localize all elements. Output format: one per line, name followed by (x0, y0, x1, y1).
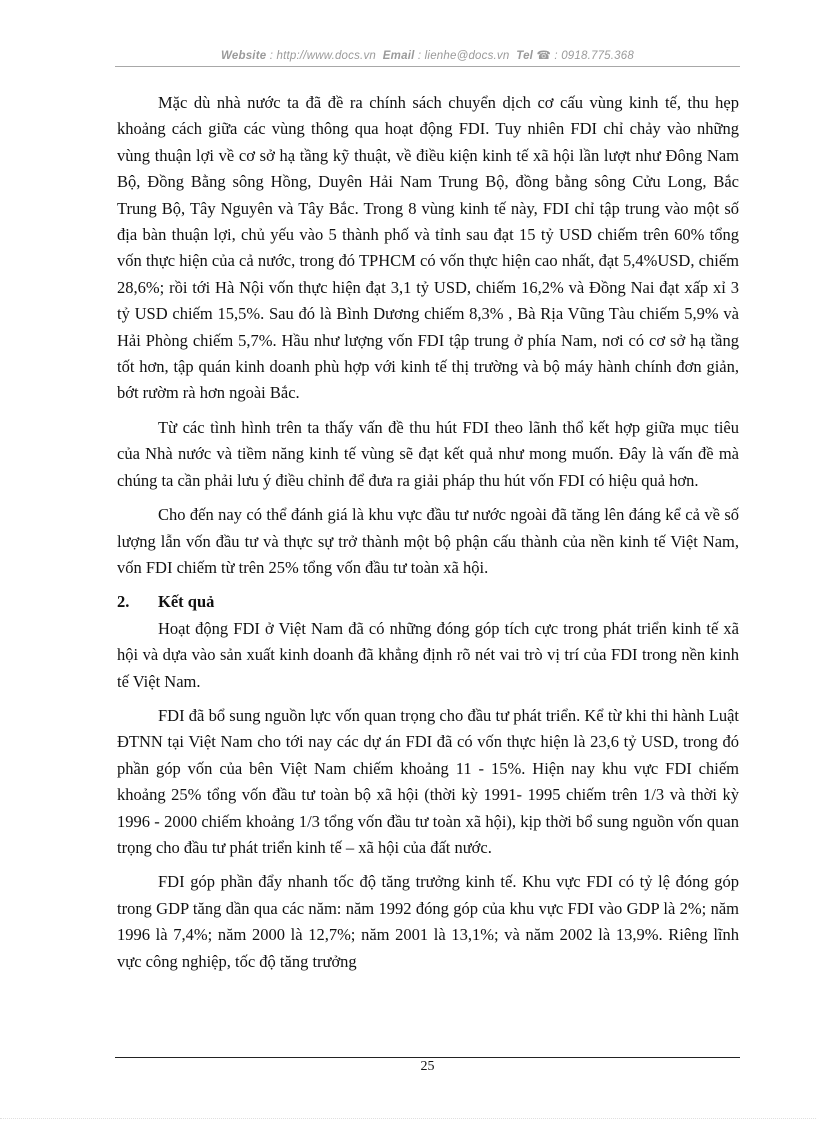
page-header (115, 48, 740, 66)
paragraph: Hoạt động FDI ở Việt Nam đã có những đóng góp tích cực trong phát triển kinh tế xã hội và dựa vào sản xuất kinh doanh đã khẳng định rõ nét vai trò vị trí của FDI trong nền kinh tế Việt Nam. (117, 618, 739, 691)
section-title: Kết quả (158, 592, 215, 612)
tel-value: : 0918.775.368 (554, 50, 634, 62)
paragraph: FDI góp phần đẩy nhanh tốc độ tăng trưởng kinh tế. Khu vực FDI có tỷ lệ đóng góp trong GDP tăng dần qua các năm: năm 1992 đóng góp của khu vực FDI vào GDP là 2%; năm 1996 là 7,4%; năm 2000 là 12,7%; năm 2001 là 13,1%; và năm 2002 là 13,9%. Riêng lĩnh vực công nghiệp, tốc độ tăng trưởng (117, 872, 739, 971)
paragraph: Từ các tình hình trên ta thấy vấn đề thu hút FDI theo lãnh thổ kết hợp giữa mục tiêu của Nhà nước và tiềm năng kinh tế vùng sẽ đạt kết quả như mong muốn. Đây là vấn đề mà chúng ta cần phải lưu ý điều chỉnh để đưa ra giải pháp thu hút vốn FDI có hiệu quả hơn. (117, 417, 739, 490)
footer-divider (115, 1057, 740, 1058)
document-body (117, 90, 739, 983)
page-edge-dots (0, 1118, 816, 1119)
section-heading (117, 589, 739, 615)
paragraph: Cho đến nay có thể đánh giá là khu vực đầu tư nước ngoài đã tăng lên đáng kể cả về số lượng lẫn vốn đầu tư và thực sự trở thành một bộ phận cấu thành của nền kinh tế Việt Nam, vốn FDI chiếm từ trên 25% tổng vốn đầu tư toàn xã hội. (117, 505, 739, 577)
section-number: 2. (117, 592, 130, 612)
website-link[interactable]: : http://www.docs.vn (269, 50, 376, 62)
tel-label: Tel (516, 50, 534, 62)
email-link[interactable]: : lienhe@docs.vn (417, 50, 510, 62)
paragraph: Mặc dù nhà nước ta đã đề ra chính sách chuyển dịch cơ cấu vùng kinh tế, thu hẹp khoảng cách giữa các vùng thông qua hoạt động FDI. Tuy nhiên FDI chỉ chảy vào những vùng thuận lợi về cơ sở hạ tầng kỹ thuật, về điều kiện kinh tế xã hội lần lượt như Đông Nam Bộ, Đồng Bằng sông Hồng, Duyên Hải Nam Trung Bộ, đồng bằng sông Cửu Long, Bắc Trung Bộ, Tây Nguyên và Tây Bắc. Trong 8 vùng kinh tế này, FDI chỉ tập trung vào một số địa bàn thuận lợi, chủ yếu vào 5 thành phố và tỉnh sau đạt 15 tỷ USD chiếm trên 60% tổng vốn thực hiện của cả nước, trong đó TPHCM có vốn thực hiện cao nhất, đạt 5,4%USD, chiếm 28,6%; rồi tới Hà Nội vốn thực hiện đạt 3,1 tỷ USD, chiếm 16,2% và Đồng Nai đạt xấp xỉ 3 tỷ USD chiếm 15,5%. Sau đó là Bình Dương chiếm 8,3% , Bà Rịa Vũng Tàu chiếm 5,9% và Hải Phòng chiếm 5,7%. Hầu như lượng vốn FDI tập trung ở phía Nam, nơi có cơ sở hạ tầng tốt hơn, tập quán kinh doanh phù hợp với kinh tế thị trường và bộ máy hành chính đơn giản, bớt rườm rà hơn ngoài Bắc. (117, 93, 739, 403)
website-label: Website (221, 50, 267, 62)
header-divider (115, 66, 740, 67)
page-number: 25 (420, 1059, 435, 1074)
phone-icon: ☎ (536, 50, 552, 62)
paragraph: FDI đã bổ sung nguồn lực vốn quan trọng cho đầu tư phát triển. Kể từ khi thi hành Luật ĐTNN tại Việt Nam cho tới nay các dự án FDI đã có vốn thực hiện là 23,6 tỷ USD, trong đó phần góp vốn của bên Việt Nam chiếm khoảng 11 - 15%. Hiện nay khu vực FDI chiếm khoảng 25% tổng vốn đầu tư toàn bộ xã hội (thời kỳ 1991- 1995 chiếm trên 1/3 và thời kỳ 1996 - 2000 chiếm khoảng 1/3 tổng vốn đầu tư toàn xã hội), kịp thời bổ sung nguồn vốn quan trọng cho đầu tư phát triển kinh tế – xã hội của đất nước. (117, 705, 739, 857)
email-label: Email (382, 50, 415, 62)
